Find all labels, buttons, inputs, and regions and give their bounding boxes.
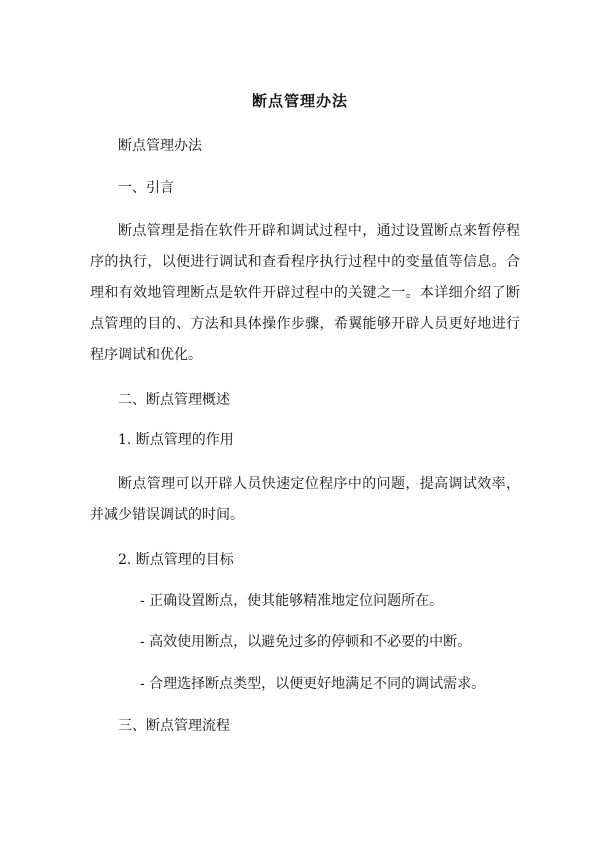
subtitle: 断点管理办法	[118, 138, 202, 154]
goal-item-2: - 高效使用断点，以避免过多的停顿和不必要的中断。	[140, 634, 472, 650]
goal-item-1: - 正确设置断点，使其能够精准地定位问题所在。	[140, 593, 444, 609]
document-title: 断点管理办法	[251, 92, 348, 110]
subsection1-paragraph: 断点管理可以开辟人员快速定位程序中的问题，提高调试效率，并减少错误调试的时间。	[90, 476, 520, 523]
section3-heading: 三、断点管理流程	[118, 718, 230, 734]
intro-paragraph: 断点管理是指在软件开辟和调试过程中，通过设置断点来暂停程序的执行，以便进行调试和查看程序执行过程中的变量值等信息。合理和有效地管理断点是软件开辟过程中的关键之一。本详细介绍了断点管理的目的、方法和具体操作步骤，希翼能够开辟人员更好地进行程序调试和优化。	[90, 223, 520, 363]
section2-heading: 二、断点管理概述	[118, 392, 230, 408]
subsection2-heading: 2. 断点管理的目标	[118, 552, 234, 568]
section1-heading: 一、引言	[118, 180, 174, 196]
subsection1-heading: 1. 断点管理的作用	[118, 432, 234, 448]
goal-item-3: - 合理选择断点类型，以便更好地满足不同的调试需求。	[140, 676, 486, 692]
